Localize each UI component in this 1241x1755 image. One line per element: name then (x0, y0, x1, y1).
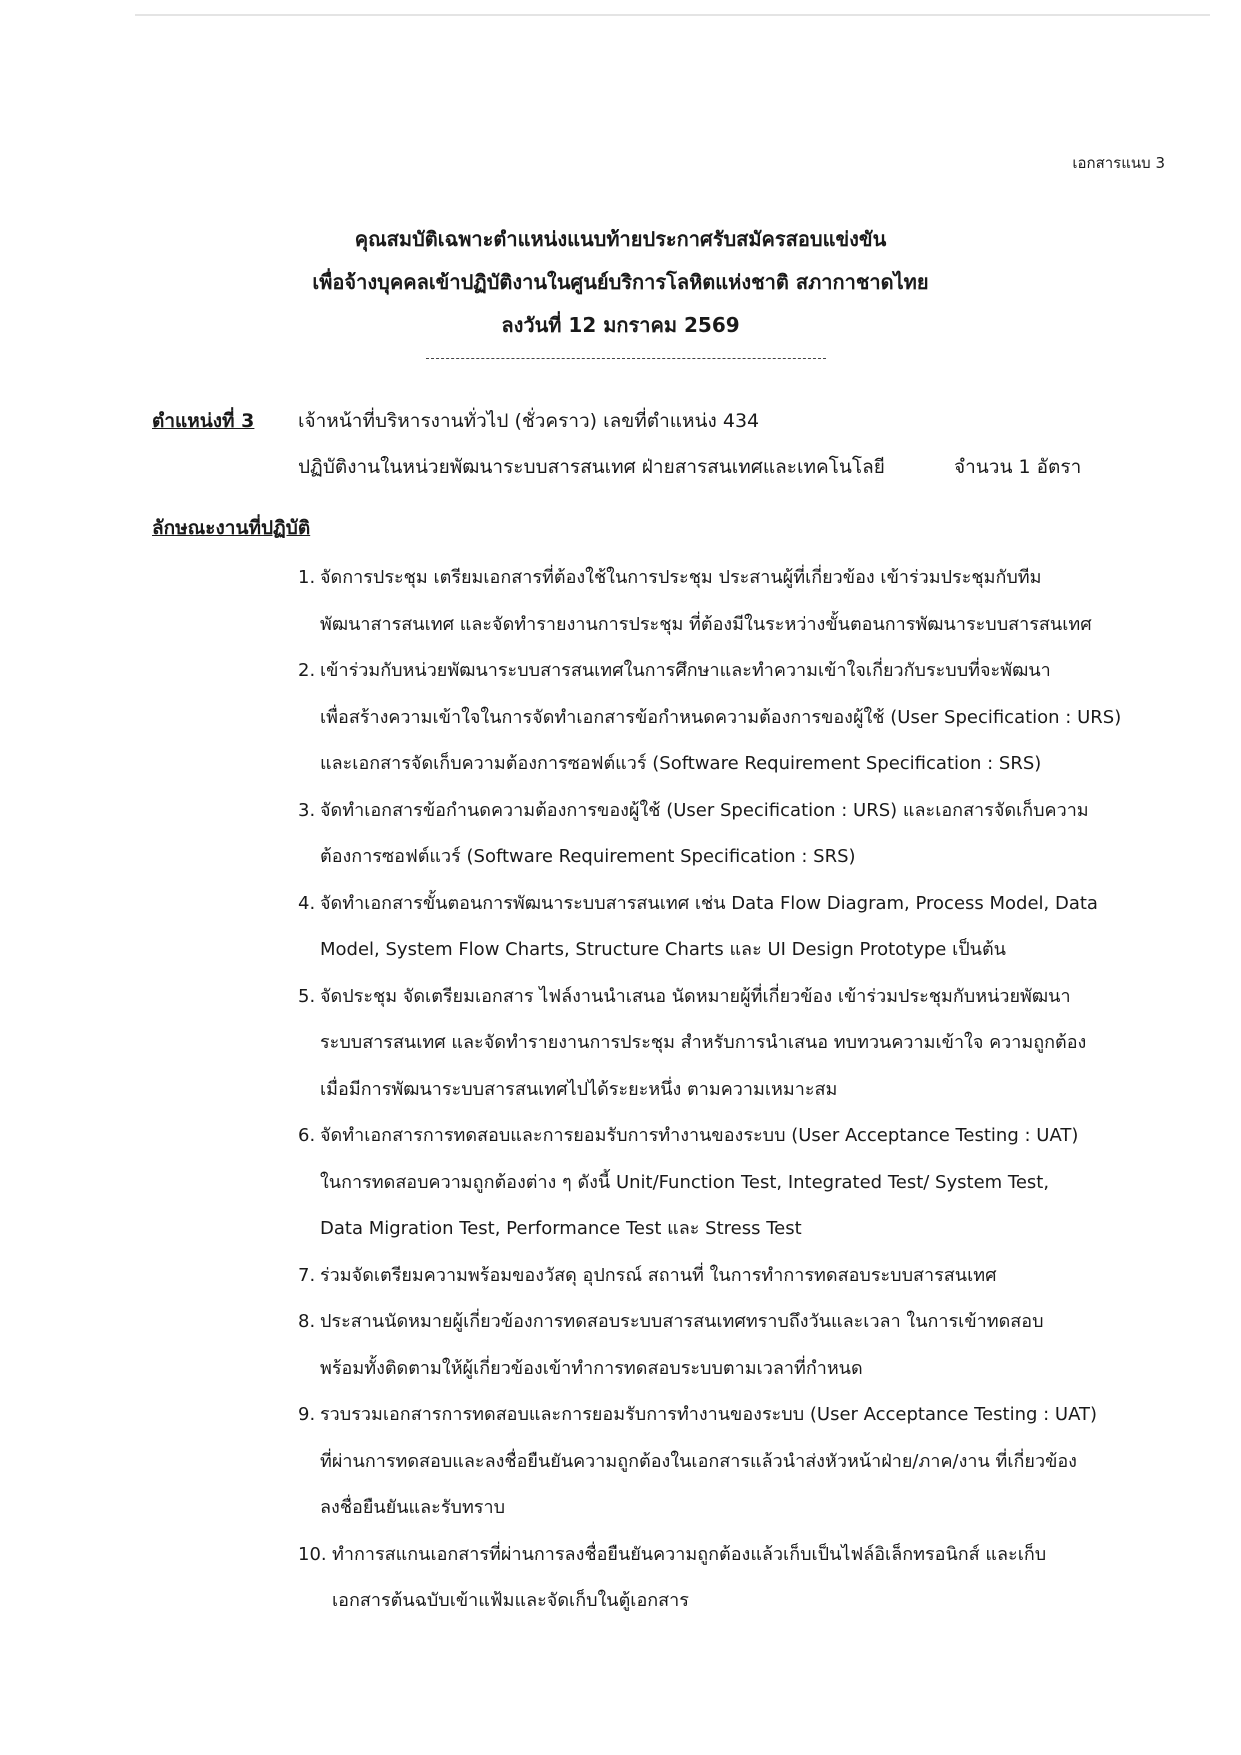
title-line-2: เพื่อจ้างบุคคลเข้าปฏิบัติงานในศูนย์บริการโลหิตแห่งชาติ สภากาชาดไทย (312, 270, 929, 294)
duty-line: จัดทำเอกสารขั้นตอนการพัฒนาระบบสารสนเทศ เช่น Data Flow Diagram, Process Model, Data (320, 892, 1098, 914)
duty-line: ในการทดสอบความถูกต้องต่าง ๆ ดังนี้ Unit/Function Test, Integrated Test/ System Test, (320, 1171, 1050, 1193)
duty-item (298, 555, 1158, 648)
duty-line: เมื่อมีการพัฒนาระบบสารสนเทศไปได้ระยะหนึ่ง ตามความเหมาะสม (320, 1078, 838, 1100)
duty-number: 2. (298, 660, 316, 681)
duty-text (320, 1299, 1158, 1392)
duty-text (320, 974, 1158, 1114)
duty-item (298, 1113, 1158, 1253)
duty-text (320, 788, 1158, 881)
separator-line (426, 358, 826, 359)
duty-line: และเอกสารจัดเก็บความต้องการซอฟต์แวร์ (Software Requirement Specification : SRS) (320, 753, 1042, 774)
attachment-label: เอกสารแนบ 3 (1072, 154, 1165, 172)
duty-number: 9. (298, 1404, 316, 1425)
duty-text (320, 1113, 1158, 1253)
duty-text (320, 1253, 1158, 1300)
duty-item (298, 1299, 1158, 1392)
duty-line: ประสานนัดหมายผู้เกี่ยวข้องการทดสอบระบบสารสนเทศทราบถึงวันและเวลา ในการเข้าทดสอบ (320, 1311, 1044, 1332)
duty-line: จัดประชุม จัดเตรียมเอกสาร ไฟล์งานนำเสนอ นัดหมายผู้ที่เกี่ยวข้อง เข้าร่วมประชุมกับหน่วยพัฒนา (320, 985, 1071, 1007)
title-line-3: ลงวันที่ 12 มกราคม 2569 (501, 313, 740, 337)
duty-line: Data Migration Test, Performance Test และ Stress Test (320, 1218, 802, 1239)
duty-item (298, 1392, 1158, 1532)
duty-item (298, 881, 1158, 974)
duty-line: ร่วมจัดเตรียมความพร้อมของวัสดุ อุปกรณ์ สถานที่ ในการทำการทดสอบระบบสารสนเทศ (320, 1264, 997, 1286)
position-count: จำนวน 1 อัตรา (954, 456, 1082, 478)
page-top-edge (135, 14, 1210, 16)
duty-number: 1. (298, 567, 316, 588)
duty-number: 7. (298, 1264, 316, 1286)
position-label: ตำแหน่งที่ 3 (152, 410, 255, 432)
duty-line: พร้อมทั้งติดตามให้ผู้เกี่ยวข้องเข้าทำการทดสอบระบบตามเวลาที่กำหนด (320, 1357, 863, 1379)
position-unit: ปฏิบัติงานในหน่วยพัฒนาระบบสารสนเทศ ฝ่ายสารสนเทศและเทคโนโลยี (298, 456, 885, 478)
duty-line: เอกสารต้นฉบับเข้าแฟ้มและจัดเก็บในตู้เอกสาร (332, 1590, 689, 1611)
duty-line: เพื่อสร้างความเข้าใจในการจัดทำเอกสารข้อกำหนดความต้องการของผู้ใช้ (User Specification : URS) (320, 706, 1122, 728)
duty-line: รวบรวมเอกสารการทดสอบและการยอมรับการทำงานของระบบ (User Acceptance Testing : UAT) (320, 1404, 1098, 1425)
duty-text (332, 1532, 1158, 1625)
duty-line: ที่ผ่านการทดสอบและลงชื่อยืนยันความถูกต้องในเอกสารแล้วนำส่งหัวหน้าฝ่าย/ภาค/งาน ที่เกี่ยวข้อง (320, 1450, 1077, 1472)
duty-item (298, 648, 1158, 788)
duty-number: 10. (298, 1543, 327, 1565)
duty-line: ทำการสแกนเอกสารที่ผ่านการลงชื่อยืนยันความถูกต้องแล้วเก็บเป็นไฟล์อิเล็กทรอนิกส์ และเก็บ (332, 1543, 1047, 1565)
duty-number: 6. (298, 1125, 316, 1146)
duty-item (298, 1253, 1158, 1300)
duty-text (320, 881, 1158, 974)
duty-line: Model, System Flow Charts, Structure Charts และ UI Design Prototype เป็นต้น (320, 939, 1006, 960)
duty-line: เข้าร่วมกับหน่วยพัฒนาระบบสารสนเทศในการศึกษาและทำความเข้าใจเกี่ยวกับระบบที่จะพัฒนา (320, 660, 1051, 681)
duty-item (298, 788, 1158, 881)
title-line-1: คุณสมบัติเฉพาะตำแหน่งแนบท้ายประกาศรับสมัครสอบแข่งขัน (354, 227, 887, 251)
duty-line: ต้องการซอฟต์แวร์ (Software Requirement Specification : SRS) (320, 846, 856, 867)
duty-text (320, 555, 1158, 648)
duty-item (298, 1532, 1158, 1625)
duty-number: 5. (298, 985, 316, 1007)
document-title (0, 218, 1241, 347)
duty-line: พัฒนาสารสนเทศ และจัดทำรายงานการประชุม ที่ต้องมีในระหว่างขั้นตอนการพัฒนาระบบสารสนเทศ (320, 613, 1092, 635)
duty-line: จัดการประชุม เตรียมเอกสารที่ต้องใช้ในการประชุม ประสานผู้ที่เกี่ยวข้อง เข้าร่วมประชุมกับทีม (320, 567, 1042, 588)
duty-line: จัดทำเอกสารข้อกำนดความต้องการของผู้ใช้ (User Specification : URS) และเอกสารจัดเก็บความ (320, 799, 1089, 821)
position-title: เจ้าหน้าที่บริหารงานทั่วไป (ชั่วคราว) เลขที่ตำแหน่ง 434 (298, 410, 760, 432)
duty-line: จัดทำเอกสารการทดสอบและการยอมรับการทำงานของระบบ (User Acceptance Testing : UAT) (320, 1125, 1079, 1146)
duty-number: 3. (298, 799, 316, 821)
duty-line: ลงชื่อยืนยันและรับทราบ (320, 1497, 506, 1518)
duties-heading: ลักษณะงานที่ปฏิบัติ (152, 517, 311, 539)
duty-line: ระบบสารสนเทศ และจัดทำรายงานการประชุม สำหรับการนำเสนอ ทบทวนความเข้าใจ ความถูกต้อง (320, 1032, 1087, 1053)
duty-text (320, 648, 1158, 788)
duty-number: 4. (298, 892, 316, 914)
duty-text (320, 1392, 1158, 1532)
duty-number: 8. (298, 1311, 316, 1332)
duty-item (298, 974, 1158, 1114)
duties-list (298, 555, 1158, 1625)
